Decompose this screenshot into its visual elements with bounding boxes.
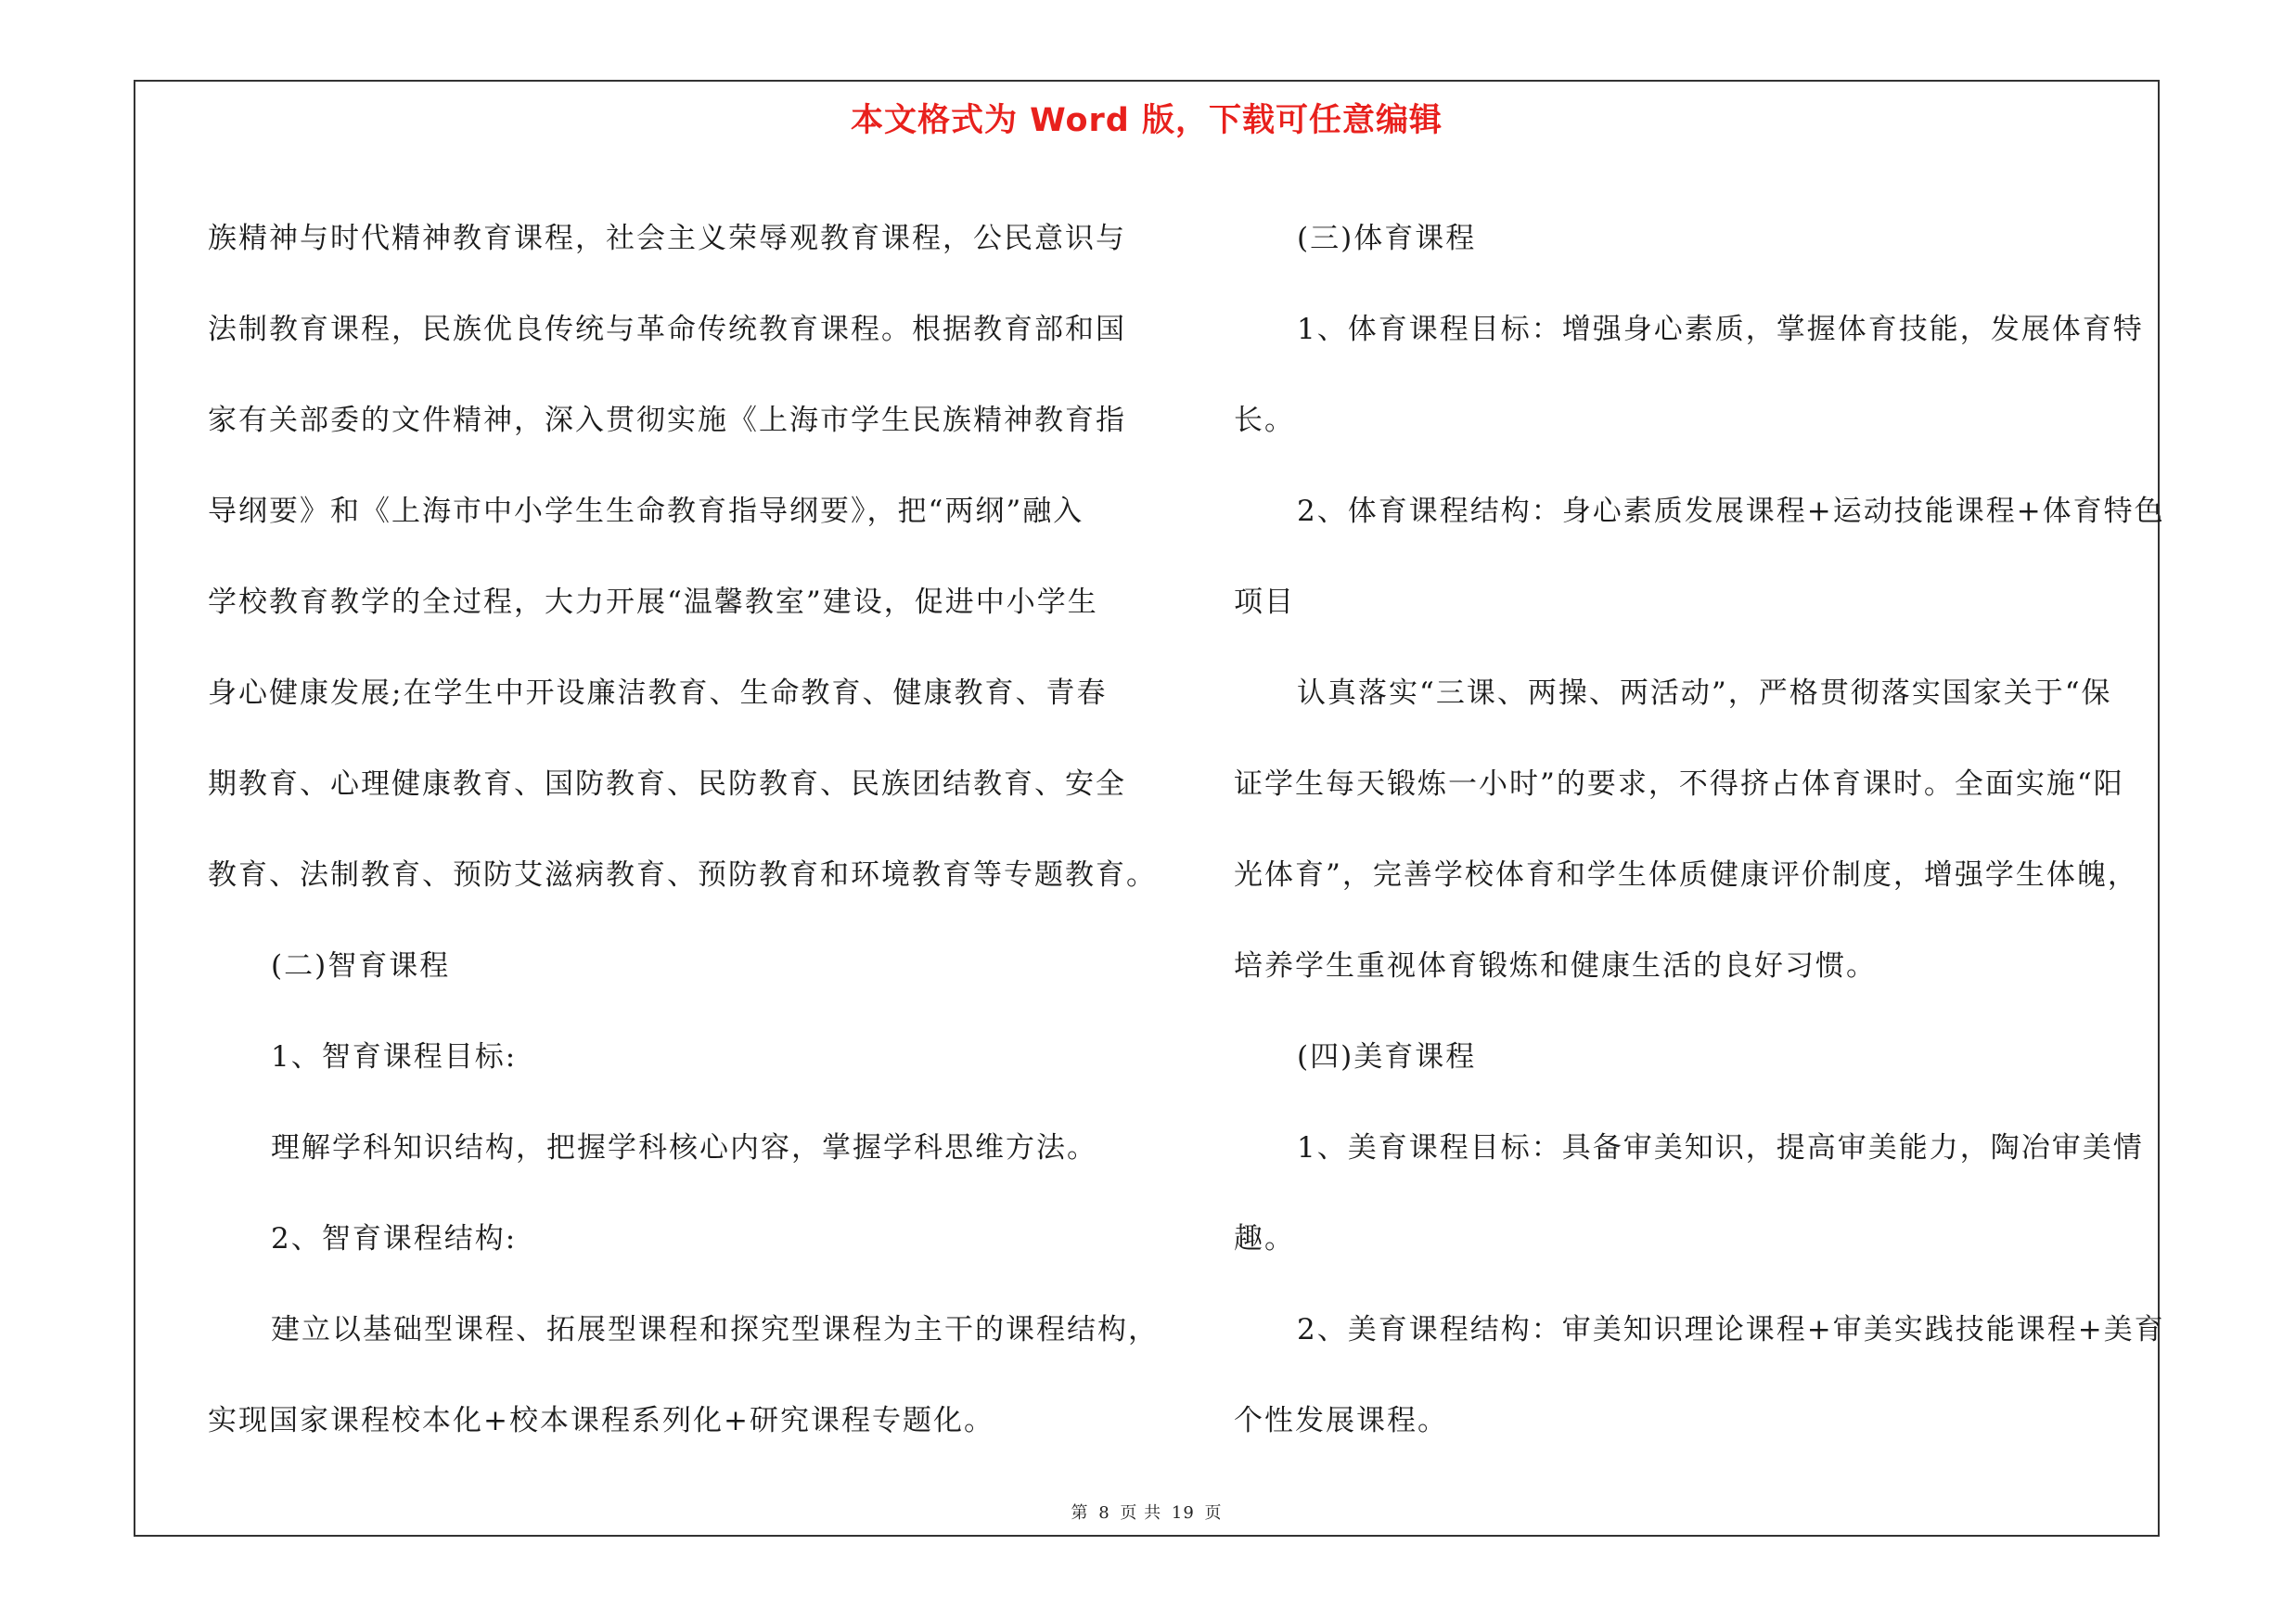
page-footer [135,1500,2158,1524]
document-page [134,80,2165,1537]
left-column [208,193,1159,1466]
text-line: 1、美育课程目标：具备审美知识，提高审美能力，陶冶审美情 [1297,1131,2144,1165]
word-format-banner: 本文格式为 Word 版，下载可任意编辑 [850,102,1443,139]
footer-prefix: 第 [1071,1503,1089,1523]
text-line: (二)智育课程 [271,949,451,983]
text-line: 2、美育课程结构：审美知识理论课程+审美实践技能课程+美育 [1297,1313,2165,1346]
text-line: 2、体育课程结构：身心素质发展课程+运动技能课程+体育特色 [1297,495,2165,528]
text-line: 2、智育课程结构: [271,1222,518,1256]
text-line: 培养学生重视体育锻炼和健康生活的良好习惯。 [1234,949,1877,983]
current-page-number: 8 [1098,1503,1110,1523]
text-line: 身心健康发展;在学生中开设廉洁教育、生命教育、健康教育、青春 [208,676,1108,710]
total-page-count: 19 [1171,1503,1195,1523]
text-line: (四)美育课程 [1297,1040,1477,1074]
text-line: 1、体育课程目标：增强身心素质，掌握体育技能，发展体育特 [1297,313,2144,346]
right-column [1234,193,2165,1466]
text-line: 期教育、心理健康教育、国防教育、民防教育、民族团结教育、安全 [208,767,1126,801]
text-line: 实现国家课程校本化+校本课程系列化+研究课程专题化。 [208,1404,994,1437]
text-line: 项目 [1234,586,1295,619]
text-line: 认真落实“三课、两操、两活动”，严格贯彻落实国家关于“保 [1297,676,2112,710]
footer-middle: 页 共 [1120,1503,1162,1523]
text-line: 建立以基础型课程、拓展型课程和探究型课程为主干的课程结构， [271,1313,1159,1346]
text-line: 光体育”，完善学校体育和学生体质健康评价制度，增强学生体魄， [1234,858,2138,892]
text-line: 1、智育课程目标: [271,1040,518,1074]
text-line: 导纲要》和《上海市中小学生生命教育指导纲要》，把“两纲”融入 [208,495,1084,528]
text-line: 族精神与时代精神教育课程，社会主义荣辱观教育课程，公民意识与 [208,222,1126,255]
text-line: 学校教育教学的全过程，大力开展“温馨教室”建设，促进中小学生 [208,586,1098,619]
text-line: 法制教育课程，民族优良传统与革命传统教育课程。根据教育部和国 [208,313,1126,346]
text-line: 教育、法制教育、预防艾滋病教育、预防教育和环境教育等专题教育。 [208,858,1157,892]
text-line: 长。 [1234,404,1295,437]
footer-suffix: 页 [1204,1503,1223,1523]
text-line: 证学生每天锻炼一小时”的要求，不得挤占体育课时。全面实施“阳 [1234,767,2124,801]
text-line: 趣。 [1234,1222,1295,1256]
text-line: 理解学科知识结构，把握学科核心内容，掌握学科思维方法。 [271,1131,1097,1165]
text-line: 家有关部委的文件精神，深入贯彻实施《上海市学生民族精神教育指 [208,404,1126,437]
text-line: (三)体育课程 [1297,222,1477,255]
text-line: 个性发展课程。 [1234,1404,1448,1437]
